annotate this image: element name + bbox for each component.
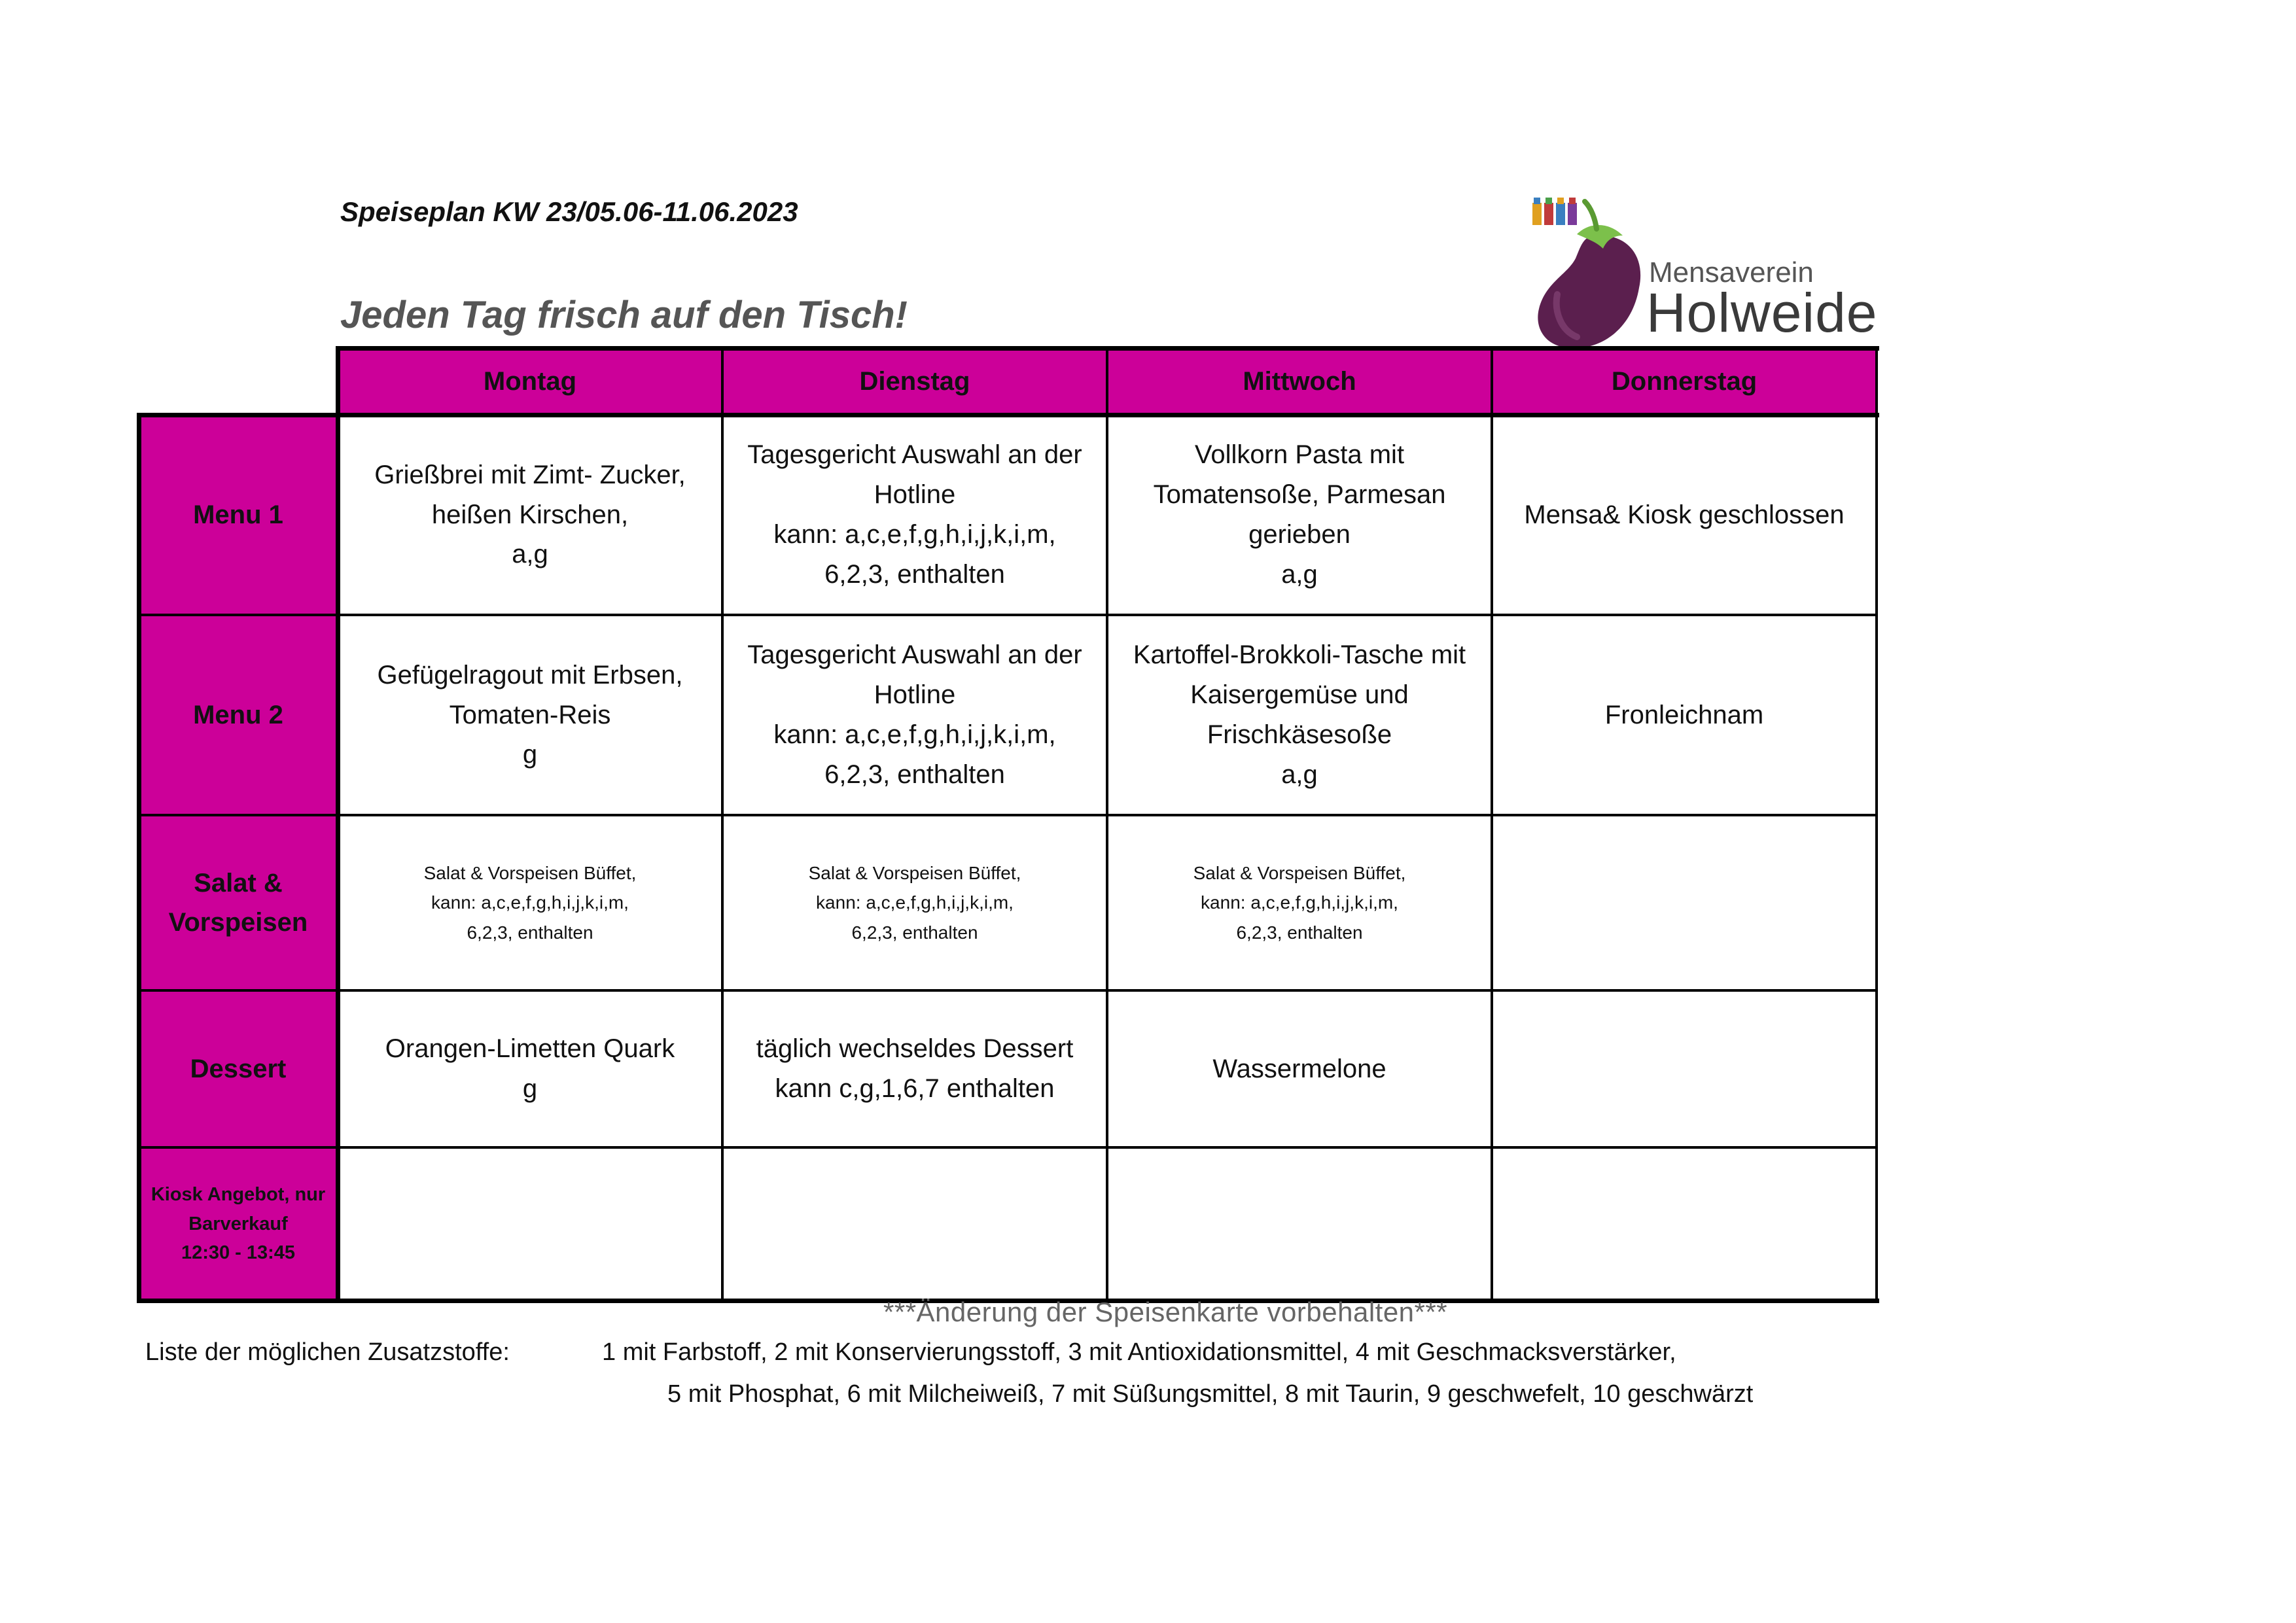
menu-cell-text: Grießbrei mit Zimt- Zucker, heißen Kirschen, a,g (374, 460, 686, 569)
row-label-4 (139, 990, 338, 1147)
row-label-5-text: Kiosk Angebot, nur Barverkauf 12:30 - 13:45 (150, 1183, 326, 1264)
row-label-5 (139, 1147, 338, 1300)
col-divider (1106, 348, 1108, 1300)
menu-cell (1107, 990, 1492, 1147)
change-notice: ***Änderung der Speisenkarte vorbehalten*** (883, 1297, 1448, 1327)
row-label-1-text: Menu 1 (193, 500, 283, 529)
menu-cell (722, 415, 1107, 615)
row-divider (139, 814, 1877, 816)
border-label-col (336, 348, 340, 1300)
menu-cell (338, 1147, 722, 1300)
row-divider (139, 989, 1877, 992)
day-header-4-text: Donnerstag (1611, 366, 1757, 396)
additives-label: Liste der möglichen Zusatzstoffe: (145, 1338, 510, 1366)
additives-line-2: 5 mit Phosphat, 6 mit Milcheiweiß, 7 mit Süßungsmittel, 8 mit Taurin, 9 geschwefelt, 10 geschwärzt (667, 1380, 1754, 1408)
menu-cell (338, 615, 722, 815)
menu-cell (338, 415, 722, 615)
row-label-2-text: Menu 2 (193, 701, 283, 729)
col-divider (721, 348, 724, 1300)
day-header-3 (1107, 348, 1492, 415)
menu-cell-text: Vollkorn Pasta mit Tomatensoße, Parmesan gerieben a,g (1153, 440, 1446, 589)
menu-cell (722, 815, 1107, 990)
day-header-2 (722, 348, 1107, 415)
menu-cell (1107, 1147, 1492, 1300)
menu-cell (338, 990, 722, 1147)
menu-cell-text: Mensa& Kiosk geschlossen (1524, 500, 1845, 529)
menu-cell-text: Tagesgericht Auswahl an der Hotline kann: a,c,e,f,g,h,i,j,k,i,m, 6,2,3, enthalten (747, 640, 1082, 789)
menu-cell-text: Salat & Vorspeisen Büffet, kann: a,c,e,f,g,h,i,j,k,i,m, 6,2,3, enthalten (1193, 862, 1406, 943)
menu-cell (1492, 1147, 1877, 1300)
menu-cell (1107, 815, 1492, 990)
menu-cell-text: täglich wechseldes Dessert kann c,g,1,6,7 enthalten (756, 1034, 1074, 1103)
tagline: Jeden Tag frisch auf den Tisch! (340, 294, 908, 336)
menu-cell (338, 815, 722, 990)
logo-text-top: Mensaverein (1649, 256, 1814, 288)
menu-cell (1492, 815, 1877, 990)
day-header-2-text: Dienstag (859, 366, 970, 396)
menu-cell-text: Wassermelone (1212, 1054, 1386, 1083)
row-label-3 (139, 815, 338, 990)
menu-cell (1107, 415, 1492, 615)
row-label-4-text: Dessert (190, 1055, 287, 1083)
menu-cell (1492, 415, 1877, 615)
row-label-2 (139, 615, 338, 815)
menu-cell (722, 1147, 1107, 1300)
row-divider (139, 614, 1877, 616)
row-label-3-text: Salat & Vorspeisen (168, 869, 308, 937)
day-header-1 (338, 348, 722, 415)
menu-cell-text: Tagesgericht Auswahl an der Hotline kann: a,c,e,f,g,h,i,j,k,i,m, 6,2,3, enthalten (747, 440, 1082, 589)
menu-cell-text: Salat & Vorspeisen Büffet, kann: a,c,e,f,g,h,i,j,k,i,m, 6,2,3, enthalten (423, 862, 637, 943)
menu-cell-text: Salat & Vorspeisen Büffet, kann: a,c,e,f,g,h,i,j,k,i,m, 6,2,3, enthalten (808, 862, 1021, 943)
menu-cell-text: Fronleichnam (1604, 700, 1764, 729)
row-label-1 (139, 415, 338, 615)
menu-cell (1492, 615, 1877, 815)
row-divider (139, 1146, 1877, 1149)
day-header-1-text: Montag (483, 366, 577, 396)
border-right (1875, 348, 1878, 1300)
menu-cell (722, 990, 1107, 1147)
menu-cell-text: Gefügelragout mit Erbsen, Tomaten-Reis g (377, 660, 683, 769)
day-header-4 (1492, 348, 1877, 415)
logo-text-main: Holweide (1646, 282, 1878, 343)
books-icon (1531, 196, 1582, 228)
day-header-3-text: Mittwoch (1243, 366, 1356, 396)
week-title: Speiseplan KW 23/05.06-11.06.2023 (340, 196, 798, 227)
border-left (137, 413, 141, 1303)
menu-cell (1107, 615, 1492, 815)
col-divider (1491, 348, 1493, 1300)
menu-cell (1492, 990, 1877, 1147)
menu-cell-text: Orangen-Limetten Quark g (385, 1034, 675, 1103)
logo (1531, 196, 1884, 357)
menu-cell (722, 615, 1107, 815)
menu-cell-text: Kartoffel-Brokkoli-Tasche mit Kaisergemüse und Frischkäsesoße a,g (1133, 640, 1466, 789)
additives-line-1: 1 mit Farbstoff, 2 mit Konservierungsstoff, 3 mit Antioxidationsmittel, 4 mit Geschmacksverstärker, (602, 1338, 1676, 1366)
border-body-top (137, 413, 1879, 417)
